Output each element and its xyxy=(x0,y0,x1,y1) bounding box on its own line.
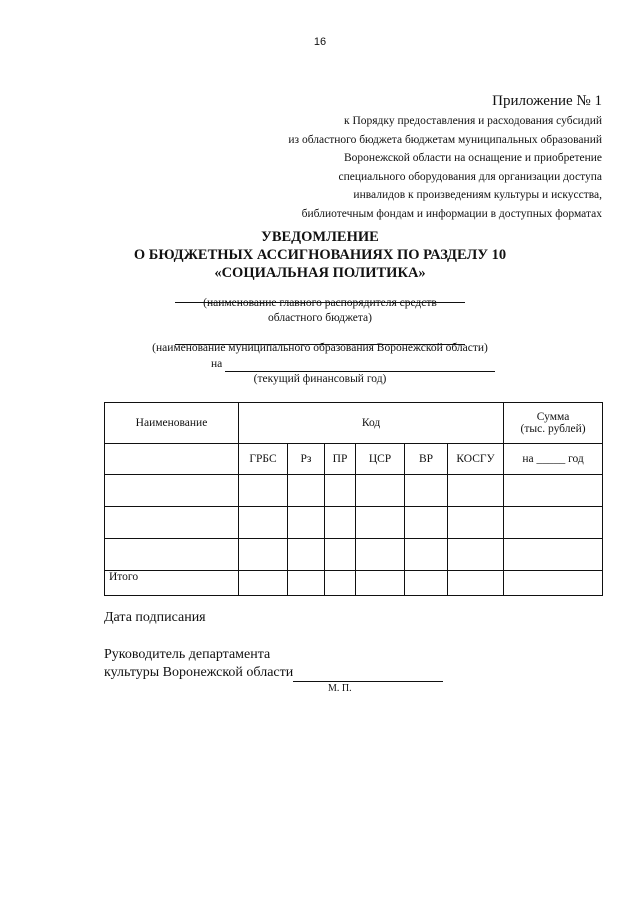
table-cell[interactable] xyxy=(239,539,288,571)
header-sum xyxy=(504,403,603,444)
table-header-row xyxy=(105,403,603,444)
subheader-rz: Рз xyxy=(288,444,325,475)
header-sum-line-1: Сумма xyxy=(536,411,570,423)
municipality-caption: (наименование муниципального образования Воронежской области) xyxy=(152,342,488,354)
table-cell[interactable] xyxy=(504,571,603,596)
appendix-line: библиотечным фондам и информации в доступных форматах xyxy=(301,207,602,220)
table-row xyxy=(105,507,603,539)
title-line-1: УВЕДОМЛЕНИЕ xyxy=(261,229,379,245)
na-label: на xyxy=(211,358,223,370)
appendix-line: инвалидов к произведениям культуры и искусства, xyxy=(353,189,602,201)
appendix-line: специального оборудования для организации доступа xyxy=(338,170,602,183)
title-line-3: «СОЦИАЛЬНАЯ ПОЛИТИКА» xyxy=(214,265,426,281)
year-field xyxy=(211,357,495,372)
table-cell[interactable] xyxy=(405,571,448,596)
head-title-line-2 xyxy=(104,664,443,682)
table-row xyxy=(105,475,603,507)
table-cell[interactable] xyxy=(405,475,448,507)
signature-blank-line[interactable] xyxy=(293,667,443,682)
table-cell[interactable] xyxy=(448,571,504,596)
subheader-kosgu: КОСГУ xyxy=(448,444,504,475)
municipality-field xyxy=(0,332,640,356)
table-cell[interactable] xyxy=(356,507,405,539)
table-cell[interactable] xyxy=(448,475,504,507)
table-cell[interactable] xyxy=(356,475,405,507)
table-cell[interactable] xyxy=(288,507,325,539)
table-cell[interactable] xyxy=(239,507,288,539)
table-cell[interactable] xyxy=(105,475,239,507)
table-cell[interactable] xyxy=(288,539,325,571)
page-number: 16 xyxy=(313,36,327,48)
appendix-block xyxy=(182,92,602,223)
table-cell[interactable] xyxy=(325,507,356,539)
signing-date-label: Дата подписания xyxy=(104,610,206,625)
appendix-title: Приложение № 1 xyxy=(492,93,602,109)
table-cell[interactable] xyxy=(504,539,603,571)
table-cell[interactable] xyxy=(325,475,356,507)
subheader-empty xyxy=(105,444,239,475)
header-code: Код xyxy=(239,403,504,444)
table-cell[interactable] xyxy=(356,571,405,596)
subheader-vr: ВР xyxy=(405,444,448,475)
table-cell[interactable] xyxy=(288,571,325,596)
document-title xyxy=(0,228,640,282)
year-caption: (текущий финансовый год) xyxy=(253,373,387,385)
head-title-text: культуры Воронежской области xyxy=(104,665,294,680)
allocations-table xyxy=(104,402,603,596)
year-blank-line[interactable] xyxy=(225,359,495,372)
subheader-pr: ПР xyxy=(325,444,356,475)
subheader-sum-year: на _____ год xyxy=(504,444,603,475)
table-cell[interactable] xyxy=(325,539,356,571)
distributor-caption-2: областного бюджета) xyxy=(268,312,372,324)
table-row xyxy=(105,539,603,571)
head-title-line-1: Руководитель департамента xyxy=(104,647,271,662)
table-cell[interactable] xyxy=(504,507,603,539)
table-cell[interactable] xyxy=(405,539,448,571)
head-signature-block xyxy=(104,646,443,682)
table-cell[interactable] xyxy=(356,539,405,571)
subheader-grbs: ГРБС xyxy=(239,444,288,475)
total-label: Итого xyxy=(105,571,239,596)
table-cell[interactable] xyxy=(325,571,356,596)
distributor-field xyxy=(0,290,640,326)
table-subheader-row xyxy=(105,444,603,475)
table-cell[interactable] xyxy=(288,475,325,507)
header-sum-line-2: (тыс. рублей) xyxy=(520,423,586,435)
table-cell[interactable] xyxy=(239,571,288,596)
table-cell[interactable] xyxy=(239,475,288,507)
subheader-csr: ЦСР xyxy=(356,444,405,475)
table-cell[interactable] xyxy=(448,507,504,539)
appendix-line: Воронежской области на оснащение и приобретение xyxy=(344,152,602,164)
table-cell[interactable] xyxy=(405,507,448,539)
appendix-line: из областного бюджета бюджетам муниципальных образований xyxy=(288,133,602,146)
table-cell[interactable] xyxy=(448,539,504,571)
header-name: Наименование xyxy=(105,403,239,444)
table-cell[interactable] xyxy=(105,507,239,539)
appendix-line: к Порядку предоставления и расходования субсидий xyxy=(343,115,602,127)
table-total-row xyxy=(105,571,603,596)
table-cell[interactable] xyxy=(105,539,239,571)
stamp-label: М. П. xyxy=(328,683,352,694)
title-line-2: О БЮДЖЕТНЫХ АССИГНОВАНИЯХ ПО РАЗДЕЛУ 10 xyxy=(133,247,507,263)
table-cell[interactable] xyxy=(504,475,603,507)
distributor-caption-1: (наименование главного распорядителя средств xyxy=(203,297,437,309)
